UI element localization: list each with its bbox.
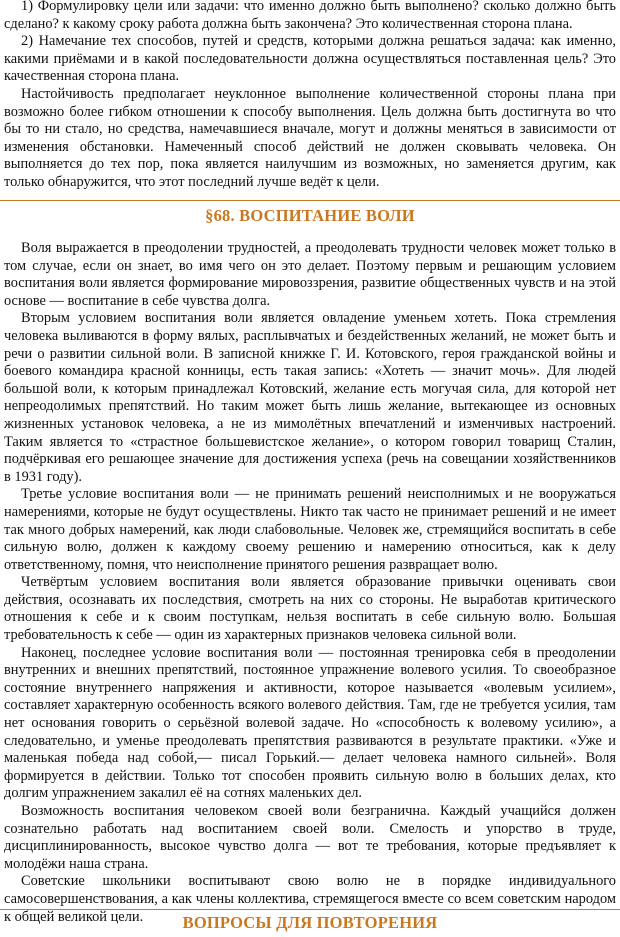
intro-paragraph-2: 2) Намечание тех способов, путей и средств, которыми должна решаться задача: как именно, какими приёмами и в какой последовательности должна осуществляться поставленная цель? Это качественная сторона плана. [4, 33, 616, 85]
section-title: §68. ВОСПИТАНИЕ ВОЛИ [205, 206, 415, 225]
intro-paragraph-3: Настойчивость предполагает неуклонное выполнение количественной стороны плана при возможно более гибком отношении к способу выполнения. Цель должна быть достигнута во что бы то ни стало, но средства, намечавшиеся вначале, могут и должны меняться в зависимости от изменения обстановки. Намеченный способ действий не должен сковывать человека. Он выполняется до тех пор, пока является наилучшим из возможных, но заменяется другим, как только обнаружится, что этот последний лучше ведёт к цели. [4, 85, 616, 190]
section-heading-rule [0, 200, 620, 201]
section-paragraph-3: Третье условие воспитания воли — не принимать решений неисполнимых и не вооружаться намерениями, которые не будут осуществлены. Никто так часто не принимает решений и не имеет так много добрых намерений, как люди слабовольные. Человек же, стремящийся воспитать в себе сильную волю, должен к каждому своему решению и намерению относиться, как к делу ответственному, помня, что неисполнение принятого решения развращает волю. [4, 486, 616, 573]
section-paragraph-4: Четвёртым условием воспитания воли является образование привычки оценивать свои действия, осознавать их последствия, смотреть на них со стороны. Не выработав критического отношения к себе и к своим поступкам, нельзя воспитать в себе сильную волю. Большая требовательность к себе — один из характерных признаков человека сильной воли. [4, 574, 616, 644]
intro-paragraph-1: 1) Формулировку цели или задачи: что именно должно быть выполнено? сколько должно быть сделано? к какому сроку работа должна быть закончена? Это количественная сторона плана. [4, 0, 616, 32]
section-paragraph-7: Советские школьники воспитывают свою волю не в порядке индивидуального самосовершенствования, а как члены коллектива, стремящегося вместе со всем советским народом к общей великой цели. [4, 873, 616, 925]
section-paragraph-2: Вторым условием воспитания воли является овладение уменьем хотеть. Пока стремления человека выливаются в форму вялых, расплывчатых и бездейственных желаний, не может быть и речи о развитии сильной воли. В записной книжке Г. И. Котовского, героя гражданской войны и боевого командира красной конницы, есть такая запись: «Хотеть — значит мочь». Для людей большой воли, к которым принадлежал Котовский, желание есть могучая сила, для которой нет непреодолимых препятствий. Но таким может быть лишь желание, вытекающее из основных жизненных установок человека, а не из мимолётных впечатлений и изменчивых настроений. Таким является то «страстное большевистское желание», о котором говорил товарищ Сталин, подчёркивая его решающее значение для достижения успеха (речь на совещании хозяйственников в 1931 году). [4, 310, 616, 485]
footer-title: ВОПРОСЫ ДЛЯ ПОВТОРЕНИЯ [182, 913, 438, 932]
footer-heading-rule [0, 909, 620, 910]
section-paragraph-5: Наконец, последнее условие воспитания воли — постоянная тренировка себя в преодолении внутренних и внешних препятствий, постоянное упражнение волевого усилия. То своеобразное состояние внутреннего напряжения и активности, которое называется «волевым усилием», составляет характерную особенность всякого волевого действия. Там, где не требуется усилия, там нет основания говорить о серьёзной волевой задаче. Но «способность к волевому усилию», а следовательно, и уменье преодолевать препятствия развиваются в результате практики. «Уже и маленькая победа над собой,— писал Горький.— делает человека намного сильней». Воля формируется в действии. Только тот способен проявить сильную волю в больших делах, кто долгим упражнением закалил её на сотнях маленьких дел. [4, 644, 616, 802]
section-text-block [4, 240, 616, 926]
intro-text-block [4, 0, 616, 192]
section-paragraph-1: Воля выражается в преодолении трудностей, а преодолевать трудности человек может только в том случае, если он знает, во имя чего он это делает. Поэтому первым и решающим условием воспитания воли является формирование мировоззрения, развитие общественных чувств и на этой основе — воспитание в себе чувства долга. [4, 240, 616, 309]
section-paragraph-6: Возможность воспитания человеком своей воли безгранична. Каждый учащийся должен сознательно работать над воспитанием своей воли. Смелость и упорство в труде, дисциплинированность, высокое чувство долга — вот те требования, которые предъявляет к молодёжи наша страна. [4, 803, 616, 872]
